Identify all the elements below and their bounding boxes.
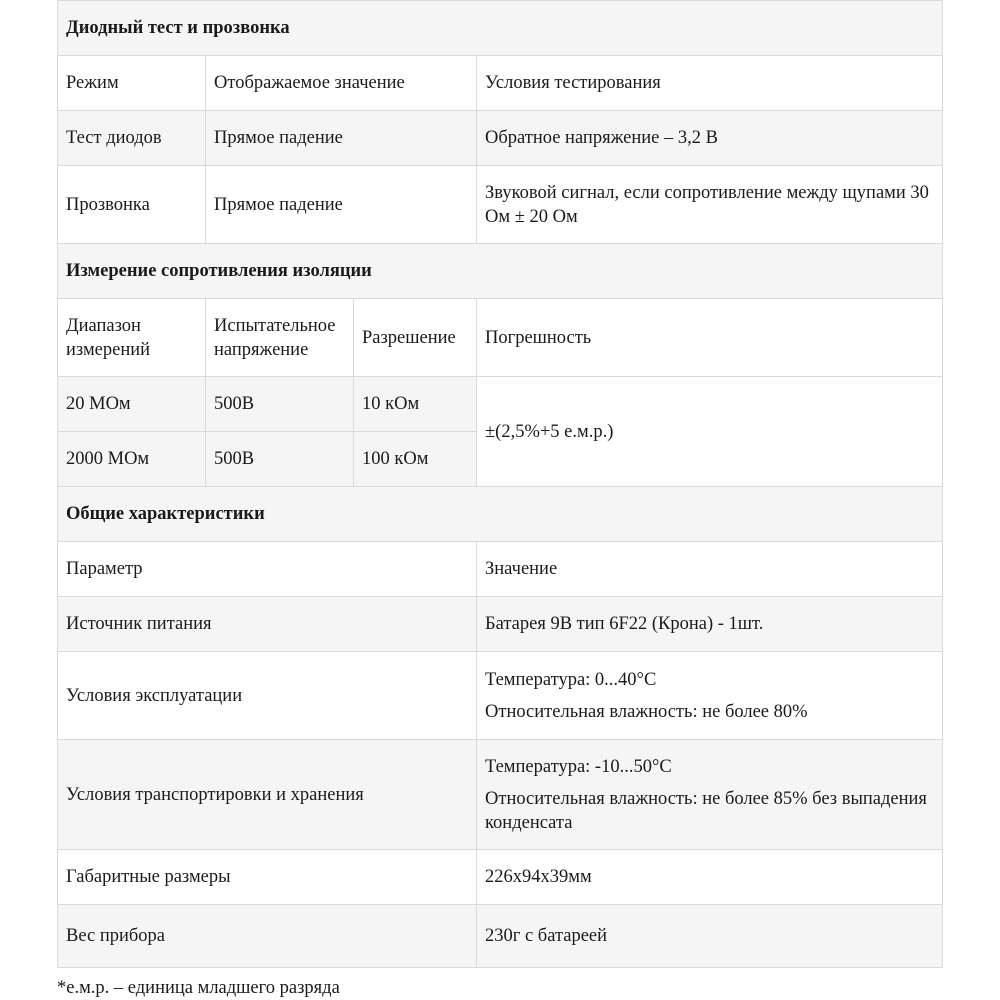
weight-value-cell: 230г с батареей (477, 905, 943, 968)
insulation-resolution-cell: 10 кОм (354, 377, 477, 432)
insulation-resolution-cell: 100 кОм (354, 432, 477, 487)
insulation-voltage-cell: 500В (206, 377, 354, 432)
insulation-section-title: Измерение сопротивления изоляции (58, 244, 943, 299)
diode-header-conditions: Условия тестирования (477, 56, 943, 111)
weight-param-cell: Вес прибора (58, 905, 477, 968)
general-header-value: Значение (477, 542, 943, 597)
operating-humidity: Относительная влажность: не более 80% (485, 701, 808, 722)
storage-humidity: Относительная влажность: не более 85% без выпадения конденсата (485, 788, 927, 833)
insulation-header-range: Диапазон измерений (58, 299, 206, 377)
diode-conditions-cell: Обратное напряжение – 3,2 В (477, 111, 943, 166)
continuity-conditions-cell: Звуковой сигнал, если сопротивление между щупами 30 Ом ± 20 Ом (477, 166, 943, 244)
diode-section-title: Диодный тест и прозвонка (58, 1, 943, 56)
diode-mode-cell: Тест диодов (58, 111, 206, 166)
operating-temperature: Температура: 0...40°C (485, 669, 657, 690)
table-row (58, 377, 943, 432)
storage-param-cell: Условия транспортировки и хранения (58, 740, 477, 850)
continuity-display-cell: Прямое падение (206, 166, 477, 244)
table-row (58, 597, 943, 652)
insulation-column-header-row (58, 299, 943, 377)
insulation-section-header-row (58, 244, 943, 299)
continuity-mode-cell: Прозвонка (58, 166, 206, 244)
general-column-header-row (58, 542, 943, 597)
diode-section-header-row (58, 1, 943, 56)
diode-header-display: Отображаемое значение (206, 56, 477, 111)
insulation-range-cell: 20 МОм (58, 377, 206, 432)
dimensions-value-cell: 226x94x39мм (477, 850, 943, 905)
specifications-table (57, 0, 943, 968)
insulation-voltage-cell: 500В (206, 432, 354, 487)
diode-display-cell: Прямое падение (206, 111, 477, 166)
insulation-header-resolution: Разрешение (354, 299, 477, 377)
table-row (58, 111, 943, 166)
diode-header-mode: Режим (58, 56, 206, 111)
table-row (58, 652, 943, 740)
diode-column-header-row (58, 56, 943, 111)
table-row (58, 166, 943, 244)
table-row (58, 905, 943, 968)
footnote: *е.м.р. – единица младшего разряда (57, 978, 340, 998)
power-value-cell: Батарея 9В тип 6F22 (Крона) - 1шт. (477, 597, 943, 652)
insulation-accuracy-cell: ±(2,5%+5 е.м.р.) (477, 377, 943, 487)
general-header-param: Параметр (58, 542, 477, 597)
insulation-header-accuracy: Погрешность (477, 299, 943, 377)
operating-param-cell: Условия эксплуатации (58, 652, 477, 740)
dimensions-param-cell: Габаритные размеры (58, 850, 477, 905)
power-param-cell: Источник питания (58, 597, 477, 652)
general-section-title: Общие характеристики (58, 487, 943, 542)
table-row (58, 740, 943, 850)
storage-value-cell (477, 740, 943, 850)
operating-value-cell (477, 652, 943, 740)
insulation-header-voltage: Испытательное напряжение (206, 299, 354, 377)
storage-temperature: Температура: -10...50°C (485, 756, 672, 777)
general-section-header-row (58, 487, 943, 542)
insulation-range-cell: 2000 МОм (58, 432, 206, 487)
table-row (58, 850, 943, 905)
